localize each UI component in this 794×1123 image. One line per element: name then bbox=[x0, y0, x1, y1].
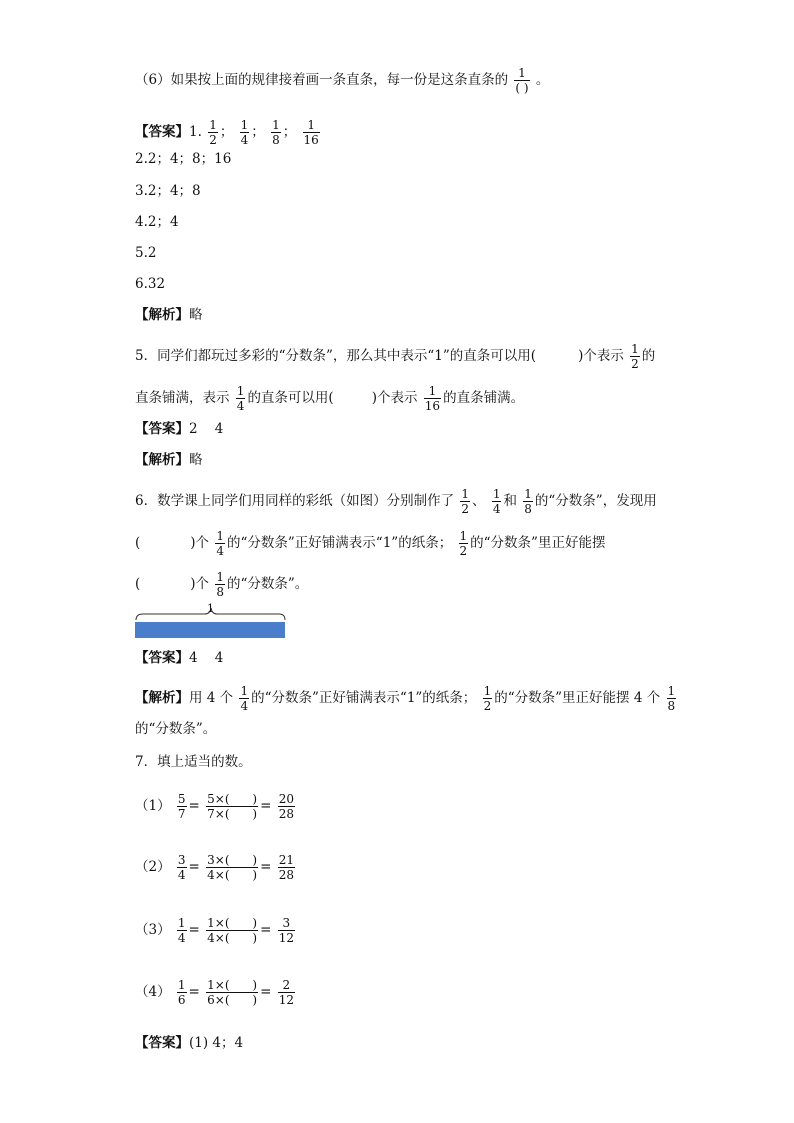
analysis-label: 【解析】 bbox=[135, 690, 189, 706]
answer-line-5: 【答案】2 4 bbox=[135, 421, 224, 437]
fraction: $\frac{1}{16}$ bbox=[303, 118, 319, 147]
paper-strip-figure bbox=[135, 604, 287, 638]
answer-line-7: 【答案】(1) 4；4 bbox=[135, 1035, 244, 1051]
strip-label: 1 bbox=[207, 602, 214, 615]
fraction: $\frac{1}{2}$ bbox=[483, 684, 492, 713]
q7-equation-1: （1） $\frac{5}{7}$ = $\frac{5\times( )}{7\times( )}$ = $\frac{20}{28}$ bbox=[135, 792, 294, 821]
answer-line: 3.2；4；8 bbox=[135, 183, 201, 199]
answer-line: 5.2 bbox=[135, 245, 157, 261]
fraction: $\frac{20}{28}$ bbox=[278, 792, 294, 821]
analysis-line-6: 【解析】用 4 个 $\frac{1}{4}$ 的“分数条”正好铺满表示“1”的纸条； $\frac{1}{2}$ 的“分数条”里正好能摆 4 个 $\frac{1}{8}$ bbox=[135, 684, 676, 713]
fraction: $\frac{1}{8}$ bbox=[667, 684, 676, 713]
fraction: $\frac{1}{4}$ bbox=[236, 384, 245, 413]
fraction: $\frac{1}{8}$ bbox=[272, 118, 280, 147]
fraction: $\frac{1}{2}$ bbox=[459, 529, 468, 558]
analysis-line-5: 【解析】略 bbox=[135, 452, 203, 468]
fraction: $\frac{1}{6}$ bbox=[177, 978, 186, 1007]
answer-line: 4.2；4 bbox=[135, 214, 179, 230]
fraction: $\frac{1\times( )}{4\times( )}$ bbox=[207, 916, 258, 945]
answer-label: 【答案】 bbox=[135, 124, 189, 140]
fraction: $\frac{1}{8}$ bbox=[216, 570, 224, 599]
q7-equation-2: （2） $\frac{3}{4}$ = $\frac{3\times( )}{4\times( )}$ = $\frac{21}{28}$ bbox=[135, 853, 294, 882]
fraction: $\frac{1}{4}$ bbox=[177, 916, 186, 945]
answer-label: 【答案】 bbox=[135, 421, 189, 437]
fraction: $\frac{1}{2}$ bbox=[461, 487, 470, 516]
fraction: $\frac{1}{16}$ bbox=[424, 384, 441, 413]
fraction: $\frac{5\times( )}{7\times( )}$ bbox=[207, 792, 258, 821]
fraction: $\frac{1}{4}$ bbox=[240, 118, 249, 147]
q6-line-2: ( )个 $\frac{1}{4}$ 的“分数条”正好铺满表示“1”的纸条； $\frac{1}{2}$ 的“分数条”里正好能摆 bbox=[135, 529, 606, 558]
fraction: $\frac{1\times( )}{6\times( )}$ bbox=[207, 978, 258, 1007]
analysis-label: 【解析】 bbox=[135, 307, 189, 323]
analysis-label: 【解析】 bbox=[135, 452, 189, 468]
q7-equation-3: （3） $\frac{1}{4}$ = $\frac{1\times( )}{4\times( )}$ = $\frac{3}{12}$ bbox=[135, 916, 294, 945]
fraction: $\frac{1}{4}$ bbox=[492, 487, 501, 516]
q7-title: 7．填上适当的数。 bbox=[135, 754, 252, 770]
q6-item6-line: （6）如果按上面的规律接着画一条直条，每一份是这条直条的 $\frac{1}{( )}$ 。 bbox=[135, 66, 550, 95]
q5-line-1: 5．同学们都玩过多彩的“分数条”，那么其中表示“1”的直条可以用( )个表示 $\frac{1}{2}$ 的 bbox=[135, 342, 656, 371]
answer-label: 【答案】 bbox=[135, 650, 189, 666]
answer-line-1: 【答案】1. $\frac{1}{2}$ ； $\frac{1}{4}$ ； $\frac{1}{8}$ ； $\frac{1}{16}$ bbox=[135, 118, 319, 147]
fraction: $\frac{1}{4}$ bbox=[240, 684, 249, 713]
fraction: $\frac{1}{( )}$ bbox=[515, 66, 529, 95]
q7-equation-4: （4） $\frac{1}{6}$ = $\frac{1\times( )}{6\times( )}$ = $\frac{2}{12}$ bbox=[135, 978, 294, 1007]
fraction: $\frac{1}{2}$ bbox=[209, 118, 217, 147]
fraction: $\frac{3\times( )}{4\times( )}$ bbox=[207, 853, 258, 882]
fraction: $\frac{3}{12}$ bbox=[278, 916, 294, 945]
paper-strip bbox=[135, 622, 285, 638]
analysis-line-6b: 的“分数条”。 bbox=[135, 721, 217, 737]
fraction: $\frac{21}{28}$ bbox=[278, 853, 294, 882]
q6-line-1: 6．数学课上同学们用同样的彩纸（如图）分别制作了 $\frac{1}{2}$ 、 $\frac{1}{4}$ 和 $\frac{1}{8}$ 的“分数条”，发现用 bbox=[135, 487, 657, 516]
fraction: $\frac{3}{4}$ bbox=[177, 853, 186, 882]
fraction: $\frac{2}{12}$ bbox=[278, 978, 294, 1007]
answer-line: 2.2；4；8；16 bbox=[135, 151, 232, 167]
answer-line: 6.32 bbox=[135, 276, 166, 292]
fraction: $\frac{1}{4}$ bbox=[216, 529, 224, 558]
fraction: $\frac{5}{7}$ bbox=[177, 792, 186, 821]
answer-line-6: 【答案】4 4 bbox=[135, 650, 224, 666]
q6-item6-text: （6）如果按上面的规律接着画一条直条，每一份是这条直条的 bbox=[135, 72, 509, 88]
q5-line-2: 直条铺满，表示 $\frac{1}{4}$ 的直条可以用( )个表示 $\frac{1}{16}$ 的直条铺满。 bbox=[135, 384, 525, 413]
answer-label: 【答案】 bbox=[135, 1035, 189, 1051]
fraction: $\frac{1}{2}$ bbox=[631, 342, 639, 371]
analysis-line-1: 【解析】略 bbox=[135, 307, 203, 323]
fraction: $\frac{1}{8}$ bbox=[524, 487, 532, 516]
q6-line-3: ( )个 $\frac{1}{8}$ 的“分数条”。 bbox=[135, 570, 309, 599]
